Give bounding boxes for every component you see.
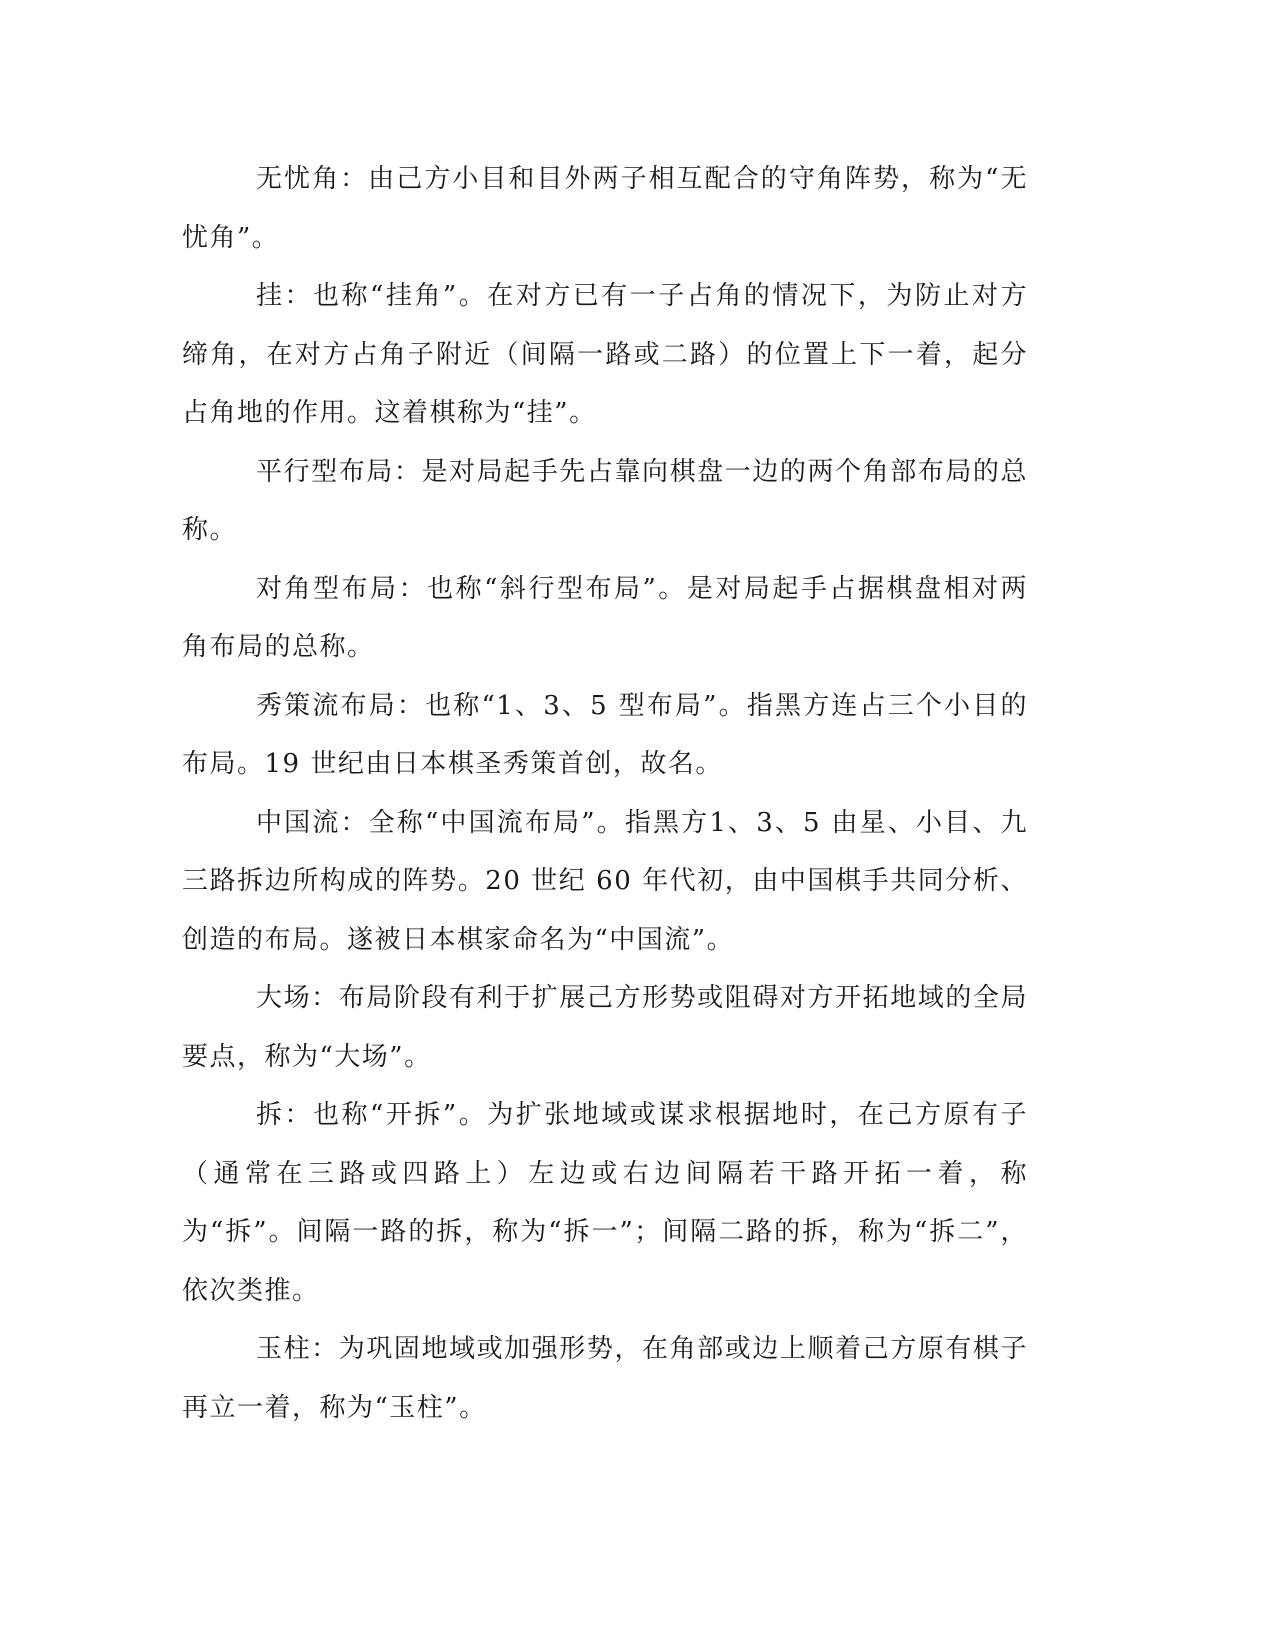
paragraph-chinese-opening: 中国流：全称“中国流布局”。指黑方1、3、5 由星、小目、九三路拆边所构成的阵势。20 世纪 60 年代初，由中国棋手共同分析、创造的布局。遂被日本棋家命名为“中国流”。 [182,807,1028,955]
document-page [182,150,1028,1437]
paragraph-extension: 拆：也称“开拆”。为扩张地域或谋求根据地时，在己方原有子（通常在三路或四路上）左边或右边间隔若干路开拓一着，称为“拆”。间隔一路的拆，称为“拆一”；间隔二路的拆，称为“拆二”，依次类推。 [182,1100,1028,1306]
paragraph-jade-pillar: 玉柱：为巩固地域或加强形势，在角部或边上顺着己方原有棋子再立一着，称为“玉柱”。 [182,1334,1028,1423]
paragraph-diagonal-opening: 对角型布局：也称“斜行型布局”。是对局起手占据棋盘相对两角布局的总称。 [182,573,1028,662]
paragraph-shusaku-opening: 秀策流布局：也称“1、3、5 型布局”。指黑方连占三个小目的布局。19 世纪由日本棋圣秀策首创，故名。 [182,690,1028,779]
paragraph-big-point: 大场：布局阶段有利于扩展己方形势或阻碍对方开拓地域的全局要点，称为“大场”。 [182,983,1028,1072]
paragraph-wuyoujiao: 无忧角：由己方小目和目外两子相互配合的守角阵势，称为“无忧角”。 [182,164,1028,253]
paragraph-parallel-opening: 平行型布局：是对局起手先占靠向棋盘一边的两个角部布局的总称。 [182,456,1028,545]
paragraph-gua: 挂：也称“挂角”。在对方已有一子占角的情况下，为防止对方缔角，在对方占角子附近（间隔一路或二路）的位置上下一着，起分占角地的作用。这着棋称为“挂”。 [182,281,1028,428]
